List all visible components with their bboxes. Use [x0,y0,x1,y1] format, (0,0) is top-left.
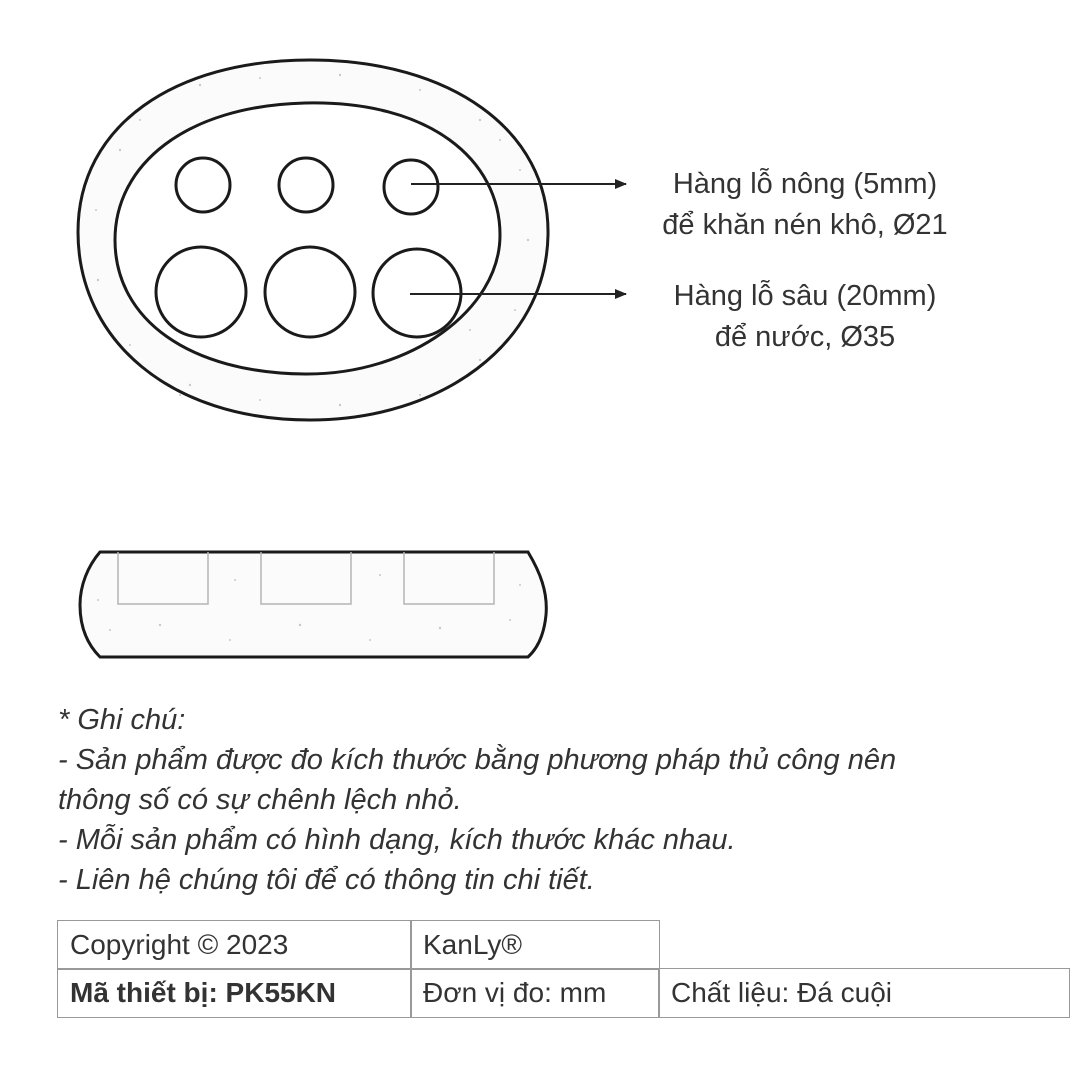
deep-hole-2 [265,247,355,337]
shallow-holes-label [620,164,990,246]
side-view [80,552,546,657]
notes-line-2: thông số có sự chênh lệch nhỏ. [58,784,462,816]
copyright-cell: Copyright © 2023 [57,920,412,970]
device-code-cell: Mã thiết bị: PK55KN [57,968,412,1018]
deep-holes-label [620,276,990,358]
notes-heading: * Ghi chú: [58,704,186,736]
shallow-holes-label-line2: để khăn nén khô, Ø21 [662,209,948,241]
notes-line-1: - Sản phẩm được đo kích thước bằng phương pháp thủ công nên [58,744,897,776]
deep-holes-label-line2: để nước, Ø35 [714,321,896,353]
top-view [78,60,548,420]
notes-line-3: - Mỗi sản phẩm có hình dạng, kích thước khác nhau. [58,824,736,856]
shallow-hole-2 [279,158,333,212]
brand-cell: KanLy® [410,920,660,970]
notes-line-4: - Liên hệ chúng tôi để có thông tin chi tiết. [58,864,595,896]
shallow-holes-label-line1: Hàng lỗ nông (5mm) [672,168,938,200]
shallow-hole-1 [176,158,230,212]
deep-holes-label-line1: Hàng lỗ sâu (20mm) [673,280,937,312]
shallow-hole-3 [384,160,438,214]
deep-hole-1 [156,247,246,337]
unit-cell: Đơn vị đo: mm [410,968,660,1018]
notes-section [58,700,1058,900]
material-cell: Chất liệu: Đá cuội [658,968,1070,1018]
